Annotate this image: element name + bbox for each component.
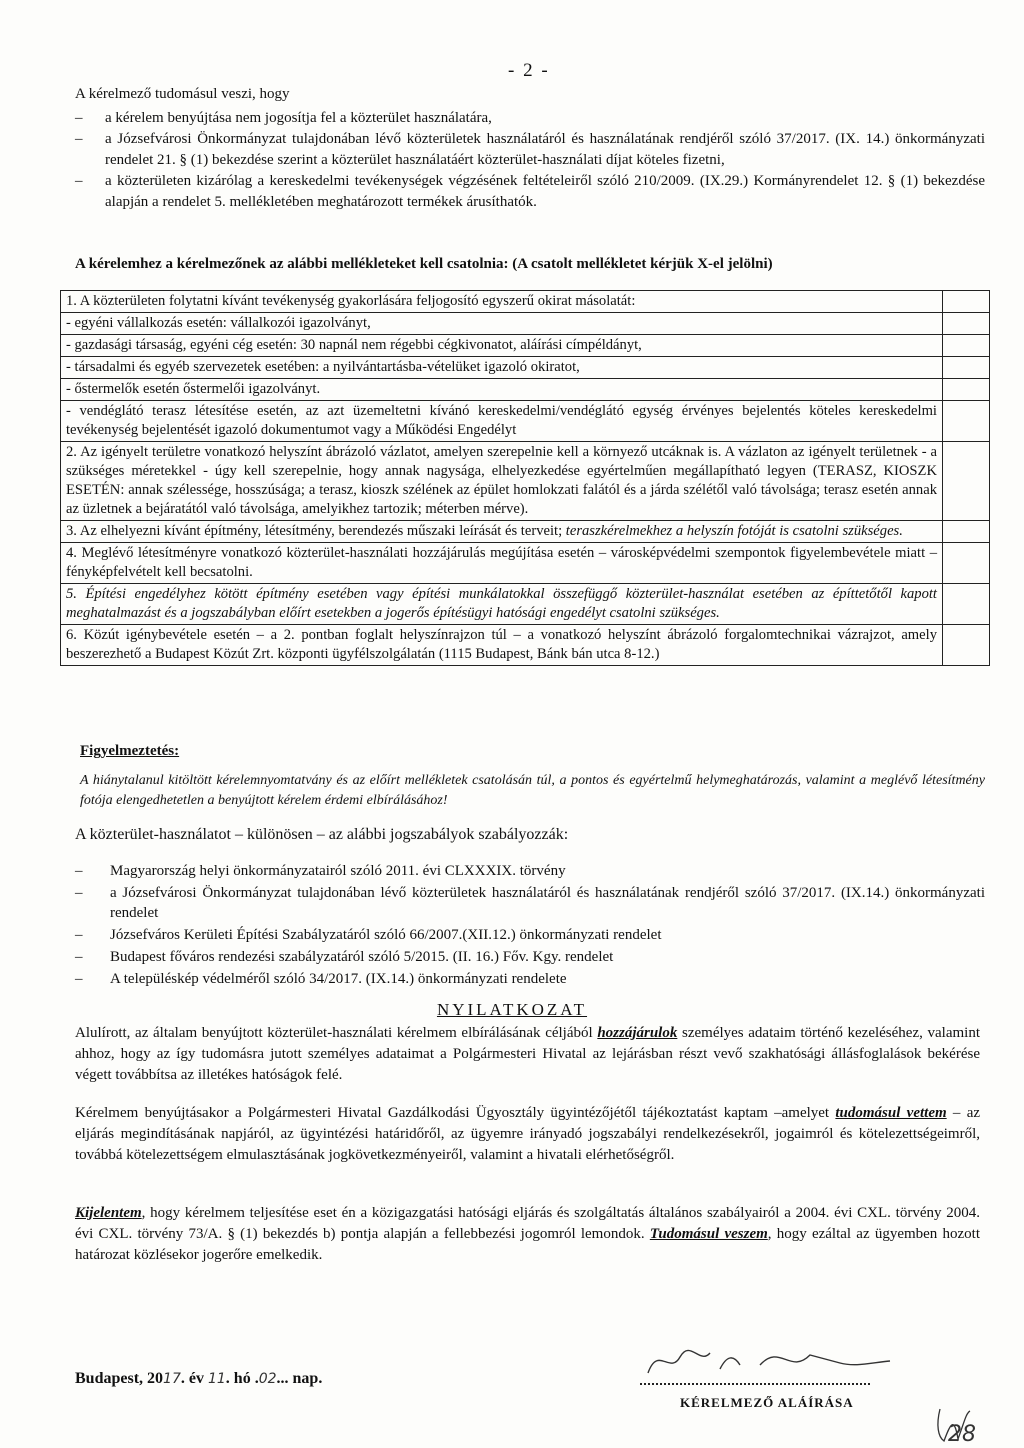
attachment-1e: - vendéglátó terasz létesítése esetén, az azt üzemeltetni kívánó kereskedelmi/vendéglátó egység érvényes bejelentés köteles kereskedelmi tevékenység bejelentését igazoló dokumentumot vagy a Működési Engedélyt [61,401,943,442]
declaration-paragraph-3 [75,1203,980,1266]
attachments-heading: A kérelemhez a kérelmezőnek az alábbi mellékleteket kell csatolnia: (A csatolt mellékletet kérjük X-el jelölni) [75,256,773,272]
table-row [61,335,990,357]
checkbox-cell[interactable] [943,442,990,521]
declaration-text: Kérelmem benyújtásakor a Polgármesteri Hivatal Gazdálkodási Ügyosztály ügyintézőjétől tájékoztatást kaptam –amelyet [75,1105,836,1121]
warning-title: Figyelmeztetés: [80,743,180,759]
checkbox-cell[interactable] [943,335,990,357]
attachment-1: 1. A közterületen folytatni kívánt tevékenység gyakorlására feljogosító egyszerű okirat másolatát: [61,291,943,313]
attachment-3-note: teraszkérelmekhez a helyszín fotóját is csatolni szükséges. [565,523,903,539]
attachment-1a: - egyéni vállalkozás esetén: vállalkozói igazolványt, [61,313,943,335]
declaration-paragraph-2 [75,1103,980,1166]
attachment-1d: - őstermelők esetén őstermelői igazolványt. [61,379,943,401]
checkbox-cell[interactable] [943,401,990,442]
notice-item: – a Józsefvárosi Önkormányzat tulajdonában lévő közterületek használatáról és használatának rendjéről szóló 37/2017. (IX. 14.) önkormányzati rendelet 21. § (1) bekezdése szerint a közterület használatáért közterület-használati díjat köteles fizetni, [75,129,985,171]
table-row [61,291,990,313]
checkbox-cell[interactable] [943,584,990,625]
notice-list [75,108,985,213]
attachment-3 [61,521,943,543]
declaration-text: személyes adataim történő kezeléséhez, valamint ahhoz, hogy az így tudomásra jutott személyes adataimat a Polgármesteri Hivatal az lejárásban részt vevő szakhatósági állásfoglalások bekérése végett továbbítsa az illetékes hatóságok felé. [75,1025,980,1083]
laws-heading: A közterület-használatot – különösen – az alábbi jogszabályok szabályozzák: [75,826,569,843]
day-label: ... nap. [276,1370,323,1387]
attachment-4: 4. Meglévő létesítményre vonatkozó közterület-használati hozzájárulás megújítása esetén – városképvédelmi szempontok figyelembevétele miatt – fényképfelvételt kell becsatolni. [61,543,943,584]
warning-text: A hiánytalanul kitöltött kérelemnyomtatvány és az előírt mellékletek csatolásán túl, a pontos és egyértelmű helymeghatározás, valamint a meglévő létesítmény fotója elengedhetetlen a benyújtott kérelem érdemi elbírálásához! [80,773,985,808]
table-row [61,442,990,521]
place-date-line [75,1370,322,1388]
law-item: – Budapest főváros rendezési szabályzatáról szóló 5/2015. (II. 16.) Főv. Kgy. rendelet [75,947,985,967]
table-row [61,357,990,379]
checkbox-cell[interactable] [943,543,990,584]
table-row [61,401,990,442]
law-item: – a Józsefvárosi Önkormányzat tulajdonában lévő közterületek használatáról és használatának rendjéről szóló 37/2017. (IX.14.) önkormányzati rendelet [75,883,985,923]
page-number: - 2 - [508,60,550,81]
table-row [61,584,990,625]
checkbox-cell[interactable] [943,379,990,401]
year-label: . év [180,1370,204,1387]
declaration-text: , hogy kérelmem teljesítése eset én a közigazgatási hatósági eljárás és szolgáltatás általános szabályairól a 2004. évi CXL. törvény 2004. évi CXL. törvény 73/A. § (1) bekezdés b) pontja alapján a fellebbezési jogomról lemondok. [75,1205,980,1242]
table-row [61,379,990,401]
declaration-text: – az eljárás megindításának napjáról, az ügyintézési határidőről, az ügyemre irányadó jogszabályi rendelkezésekről, jogaimról és kötelezettségeimről, továbbá kötelezettségem elmulasztásának jogkövetkezményeiről, valamint a hivatali elérhetőségről. [75,1105,981,1163]
attachment-1b: - gazdasági társaság, egyéni cég esetén: 30 napnál nem régebbi cégkivonatot, aláírási címpéldányt, [61,335,943,357]
checkbox-cell[interactable] [943,291,990,313]
day-handwritten[interactable]: 02 [258,1371,277,1387]
intro-text: A kérelmező tudomásul veszi, hogy [75,86,290,102]
attachment-2: 2. Az igényelt területre vonatkozó helyszínt ábrázoló vázlatot, amelyen szerepelnie kell a környező utcáknak is. A vázlaton az igényelt területnek - a szükséges méretekkel - úgy kell szerepelnie, hogy annak nagysága, elhelyezkedése egyértelműen megállapítható legyen (TERASZ, KIOSZK ESETÉN: annak szélessége, hosszúsága; a terasz, kioszk szélének az épület homlokzati falától és a járda szélétől való távolsága; terasz esetén annak az üzletnek a bejáratától való távolsága, amelyikhez tartozik; méterben mérve). [61,442,943,521]
table-row [61,313,990,335]
table-row [61,543,990,584]
declaration-text: Alulírott, az általam benyújtott közterület-használati kérelmem elbírálásának céljából [75,1025,598,1041]
checkbox-cell[interactable] [943,521,990,543]
consent-emphasis: hozzájárulok [597,1025,678,1041]
attachments-table [60,290,990,666]
checkbox-cell[interactable] [943,313,990,335]
attachment-5: 5. Építési engedélyhez kötött építmény esetében vagy építési munkálatokkal összefüggő közterület-használat esetében az építtetőtől kapott meghatalmazást és a jogszabályban előírt esetekben a jogerős építésügyi hatósági engedélyt csatolni szükséges. [61,584,943,625]
page-stamp-number: 28 [948,1422,976,1447]
attachment-6: 6. Közút igénybevétele esetén – a 2. pontban foglalt helyszínrajzon túl – a vonatkozó helyszínt ábrázoló forgalomtechnikai vázrajzot, amely beszerezhető a Budapest Közút Zrt. központi ügyfélszolgálatán (1115 Budapest, Bánk bán utca 8-12.) [61,625,943,666]
table-row [61,625,990,666]
declaration-paragraph-1 [75,1023,980,1086]
notice-item: – a közterületen kizárólag a kereskedelmi tevékenységek végzésének feltételeiről szóló 210/2009. (IX.29.) Kormányrendelet 12. § (1) bekezdése alapján a rendelet 5. mellékletében meghatározott termékek árusíthatók. [75,171,985,213]
signature-line [640,1383,870,1385]
declaration-title: NYILATKOZAT [436,1000,588,1019]
attachment-3-text: 3. Az elhelyezni kívánt építmény, létesítmény, berendezés műszaki leírását és terveit; [66,523,566,539]
law-item: – A településkép védelméről szóló 34/2017. (IX.14.) önkormányzati rendelete [75,969,985,989]
signature-scribble [640,1335,900,1385]
checkbox-cell[interactable] [943,625,990,666]
law-item: – Józsefváros Kerületi Építési Szabályzatáról szóló 66/2007.(XII.12.) önkormányzati rendelet [75,925,985,945]
checkbox-cell[interactable] [943,357,990,379]
acknowledged-emphasis: tudomásul vettem [835,1105,947,1121]
year-handwritten[interactable]: 17 [163,1371,181,1387]
notice-item: – a kérelem benyújtása nem jogosítja fel a közterület használatára, [75,108,985,129]
law-item: – Magyarország helyi önkormányzatairól szóló 2011. évi CLXXXIX. törvény [75,861,985,881]
declaration-text: , hogy ezáltal az ügyemben hozott határozat közlésekor jogerőre emelkedik. [75,1226,980,1263]
signature-label: KÉRELMEZŐ ALÁÍRÁSA [680,1395,854,1410]
month-handwritten[interactable]: 11 [207,1371,226,1387]
table-row [61,521,990,543]
month-label: . hó . [225,1370,259,1387]
attachment-1c: - társadalmi és egyéb szervezetek esetében: a nyilvántartásba-vételüket igazoló okiratot, [61,357,943,379]
acknowledged-emphasis: Tudomásul veszem [649,1226,768,1242]
laws-list [75,861,985,991]
statement-emphasis: Kijelentem [75,1205,142,1221]
city-label: Budapest, 20 [75,1370,164,1387]
